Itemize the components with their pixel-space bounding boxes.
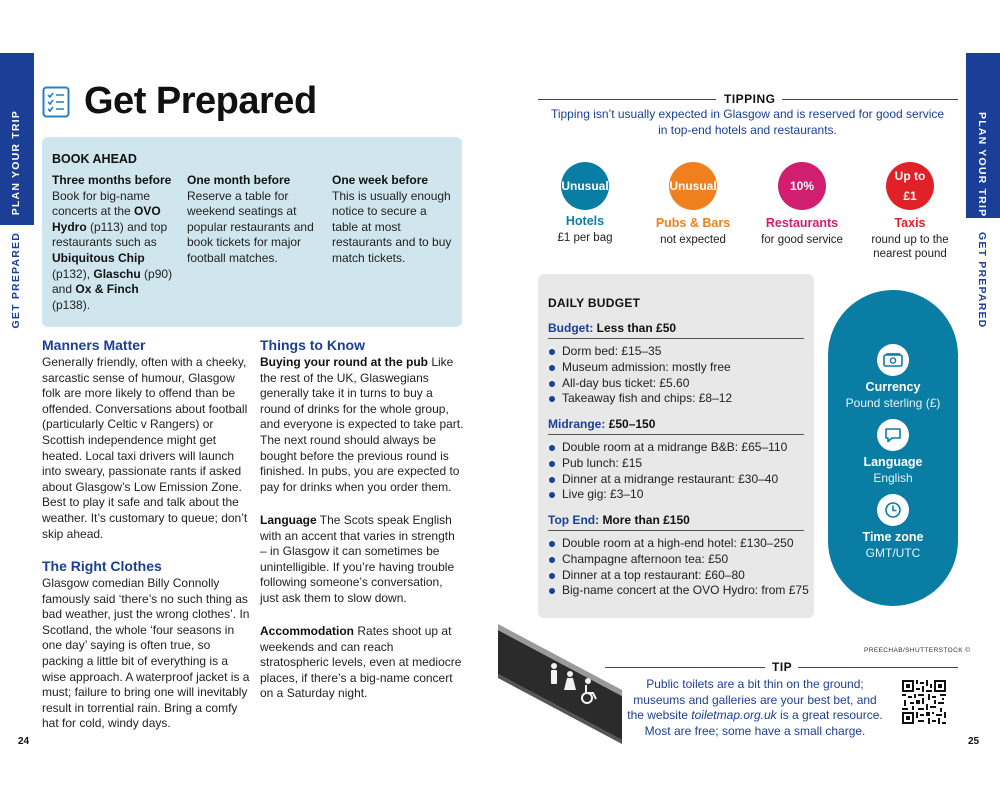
tip-website-link[interactable]: toiletmap.org.uk (691, 708, 777, 723)
tip-restaurants-category: Restaurants (765, 216, 839, 230)
midrange-tier-heading: Midrange: £50–150 (548, 417, 656, 431)
budget-tier-list (548, 344, 808, 407)
tip-restaurants-detail: for good service (761, 234, 843, 246)
list-item: Dinner at a top restaurant: £60–80 (548, 568, 812, 584)
topend-tier-list (548, 536, 812, 599)
tip-label: TIP (772, 660, 793, 674)
clothes-heading: The Right Clothes (42, 558, 162, 574)
tipping-text: Tipping isn’t usually expected in Glasgow and is reserved for good service in top-end hotels and restaurants. (550, 107, 945, 137)
manners-text: Generally friendly, often with a cheeky, sarcastic sense of humour, Glasgow folk are more likely to offend than be offended. Conversations about football (particularly Celtic v Rangers) or Scottish independence might get heated. Local taxi drivers will launch into sweary, passionate rants if asked about Glasgow’s Low Emission Zone. Best to play it safe and talk about the weather. It’s customary to queue; don’t skip ahead. (42, 355, 248, 541)
tip-pubs-badge: Unusual (669, 162, 717, 210)
quick-info-pill (828, 290, 958, 606)
tip-taxis-category: Taxis (894, 216, 926, 230)
tipping-label: TIPPING (724, 92, 776, 106)
left-tab-plan-label: PLAN YOUR TRIP (10, 110, 22, 216)
tip-rule-left (605, 667, 765, 668)
tip-pubs (633, 162, 753, 262)
tip-taxis-badge: Up to £1 (886, 162, 934, 210)
tip-restaurants (742, 162, 862, 262)
right-tab-plan-label: PLAN YOUR TRIP (976, 112, 988, 218)
book-ahead-box (42, 137, 462, 327)
things-round-text: Buying your round at the pub Like the rest of the UK, Glaswegians generally take it in turns to buy a round of drinks for the whole group, and everyone is expected to take part. The next round should always be bought before the previous round is finished. In pubs, you are expected to pay for drinks when you order them. (260, 355, 464, 494)
tip-taxis-detail: round up to the nearest pound (871, 234, 949, 260)
tipping-rule-left (538, 99, 716, 100)
tip-restaurants-badge: 10% (778, 162, 826, 210)
tip-hotels-badge: Unusual (561, 162, 609, 210)
page-number-right: 25 (968, 736, 980, 747)
tip-hotels (525, 162, 645, 262)
currency-label: Currency (865, 380, 921, 394)
book-ahead-col-one-week: One week before This is usually enough notice to secure a table at most restaurants and to buy match tickets. (332, 173, 452, 265)
midrange-tier-rule (548, 434, 804, 435)
left-tab-prepared-label: GET PREPARED (10, 232, 22, 329)
tip-rule-right (798, 667, 958, 668)
midrange-tier-list (548, 440, 810, 503)
page-title: Get Prepared (84, 80, 317, 122)
checklist-icon (42, 86, 70, 118)
list-item: Big-name concert at the OVO Hydro: from £75 (548, 583, 812, 599)
budget-tier-heading: Budget: Less than £50 (548, 321, 677, 335)
right-tab-prepared-label: GET PREPARED (976, 232, 988, 329)
tip-pubs-category: Pubs & Bars (655, 216, 731, 230)
timezone-label: Time zone (862, 530, 924, 544)
language-label: Language (863, 455, 923, 469)
list-item: Museum admission: mostly free (548, 360, 808, 376)
timezone-value: GMT/UTC (865, 546, 921, 560)
qr-code[interactable] (902, 680, 946, 724)
currency-value: Pound sterling (£) (845, 396, 941, 410)
page-number-left: 24 (18, 736, 30, 747)
language-value: English (873, 471, 913, 485)
list-item: Live gig: £3–10 (548, 487, 810, 503)
book-ahead-heading: BOOK AHEAD (52, 152, 137, 166)
clock-icon (877, 494, 909, 526)
clothes-text: Glasgow comedian Billy Connolly famously said ‘there’s no such thing as bad weather, just the wrong clothes’. In Scotland, the whole ‘four seasons in one day’ saying is often true, so packing a little bit of everything is a wise approach. A waterproof jacket is a must; failure to bring one will inevitably result in torrential rain. Bring a comfy hat for cold, windy days. (42, 576, 250, 731)
things-heading: Things to Know (260, 337, 365, 353)
list-item: Dorm bed: £15–35 (548, 344, 808, 360)
budget-title: DAILY BUDGET (548, 296, 641, 310)
speech-bubble-icon (877, 419, 909, 451)
book-ahead-col-three-months: Three months before Book for big-name concerts at the OVO Hydro (p113) and top restaurants such as Ubiquitous Chip (p132), Glaschu (p90) and Ox & Finch (p138). (52, 173, 173, 312)
daily-budget-box (538, 274, 814, 618)
list-item: All-day bus ticket: £5.60 (548, 376, 808, 392)
tip-text: Public toilets are a bit thin on the ground; museums and galleries are your best bet, and the website toiletmap.org.uk is a great resource. Most are free; some have a small charge. (627, 677, 883, 738)
list-item: Takeaway fish and chips: £8–12 (548, 391, 808, 407)
tip-hotels-category: Hotels (565, 214, 605, 228)
photo-credit: PREECHAB/SHUTTERSTOCK © (864, 647, 971, 654)
list-item: Champagne afternoon tea: £50 (548, 552, 812, 568)
things-language-text: Language The Scots speak English with an accent that varies in strength – in Glasgow it can sometimes be unintelligible. If you’re having trouble following someone’s conversation, just ask them to slow down. (260, 513, 455, 605)
things-accommodation-text: Accommodation Rates shoot up at weekends and can reach stratospheric levels, even at mediocre places, if there’s a big-name concert on a Saturday night. (260, 624, 462, 701)
tipping-rule-right (782, 99, 958, 100)
toilet-sign-image (498, 624, 622, 744)
tip-taxis (850, 162, 970, 262)
tip-pubs-detail: not expected (660, 234, 726, 246)
banknote-icon (877, 344, 909, 376)
list-item: Dinner at a midrange restaurant: £30–40 (548, 472, 810, 488)
topend-tier-heading: Top End: More than £150 (548, 513, 690, 527)
book-ahead-col-one-month: One month before Reserve a table for weekend seatings at popular restaurants and book tickets for major football matches. (187, 173, 314, 265)
manners-heading: Manners Matter (42, 337, 146, 353)
budget-tier-rule (548, 338, 804, 339)
list-item: Double room at a high-end hotel: £130–250 (548, 536, 812, 552)
topend-tier-rule (548, 530, 804, 531)
list-item: Pub lunch: £15 (548, 456, 810, 472)
list-item: Double room at a midrange B&B: £65–110 (548, 440, 810, 456)
tip-hotels-detail: £1 per bag (557, 232, 613, 244)
